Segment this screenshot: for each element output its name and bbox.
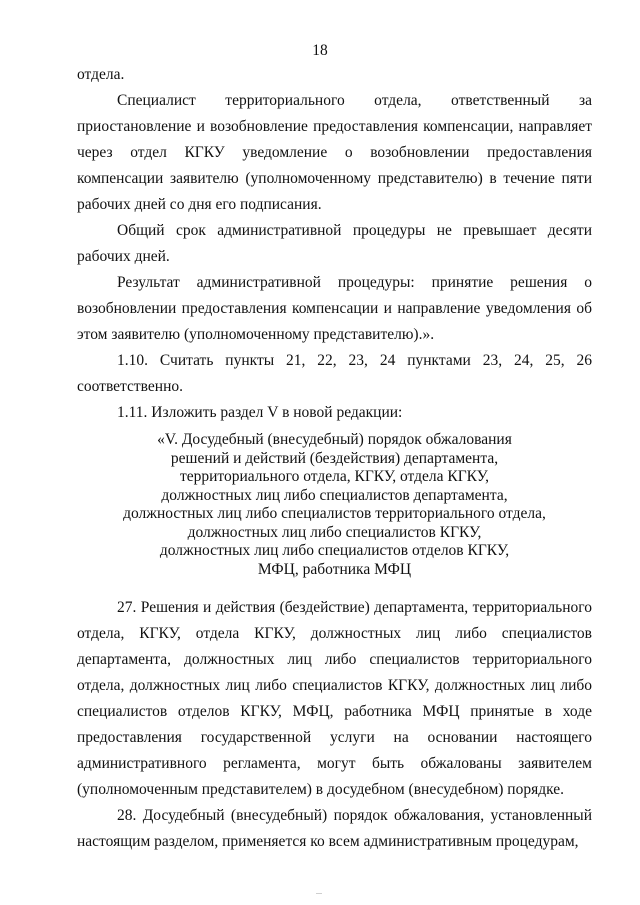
page-number: 18 [312, 42, 328, 59]
heading-line: должностных лиц либо специалистов департамента, [161, 486, 508, 504]
heading-line: должностных лиц либо специалистов отделов КГКУ, [159, 542, 510, 559]
heading-line: должностных лиц либо специалистов КГКУ, [187, 523, 482, 541]
paragraph-procedure-term: Общий срок административной процедуры не превышает десяти рабочих дней. [77, 222, 592, 265]
heading-line: территориального отдела, КГКУ, отдела КГКУ, [179, 468, 490, 485]
section-v-heading [77, 431, 592, 579]
heading-line: должностных лиц либо специалистов территориального отдела, [123, 505, 546, 522]
body-text-top [77, 62, 592, 426]
paragraph-item-1-11: 1.11. Изложить раздел V в новой редакции: [117, 404, 403, 421]
heading-line: «V. Досудебный (внесудебный) порядок обжалования [157, 431, 512, 448]
heading-line: МФЦ, работника МФЦ [257, 560, 412, 578]
paragraph-continuation: отдела. [77, 66, 125, 83]
body-text-bottom [77, 595, 592, 855]
paragraph-item-1-10: 1.10. Считать пункты 21, 22, 23, 24 пунктами 23, 24, 25, 26 соответственно. [77, 352, 592, 395]
scan-mark [316, 893, 322, 894]
paragraph-item-27: 27. Решения и действия (бездействие) департамента, территориального отдела, КГКУ, отдела КГКУ, должностных лиц либо специалистов департамента, должностных лиц либо специалистов территориального отдела, должностных лиц либо специалистов КГКУ, должностных лиц либо специалистов отделов КГКУ, МФЦ, работника МФЦ принятые в ходе предоставления государственной услуги на основании настоящего административного регламента, могут быть обжалованы заявителем (уполномоченным представителем) в досудебном (внесудебном) порядке. [77, 599, 592, 798]
paragraph-specialist-notice: Специалист территориального отдела, ответственный за приостановление и возобновление предоставления компенсации, направляет через отдел КГКУ уведомление о возобновлении предоставления компенсации заявителю (уполномоченному представителю) в течение пяти рабочих дней со дня его подписания. [77, 92, 592, 213]
paragraph-item-28: 28. Досудебный (внесудебный) порядок обжалования, установленный настоящим разделом, применяется ко всем административным процедурам, [77, 807, 592, 850]
paragraph-procedure-result: Результат административной процедуры: принятие решения о возобновлении предоставления компенсации и направление уведомления об этом заявителю (уполномоченному представителю).». [77, 274, 592, 343]
heading-line: решений и действий (бездействия) департамента, [170, 449, 499, 467]
